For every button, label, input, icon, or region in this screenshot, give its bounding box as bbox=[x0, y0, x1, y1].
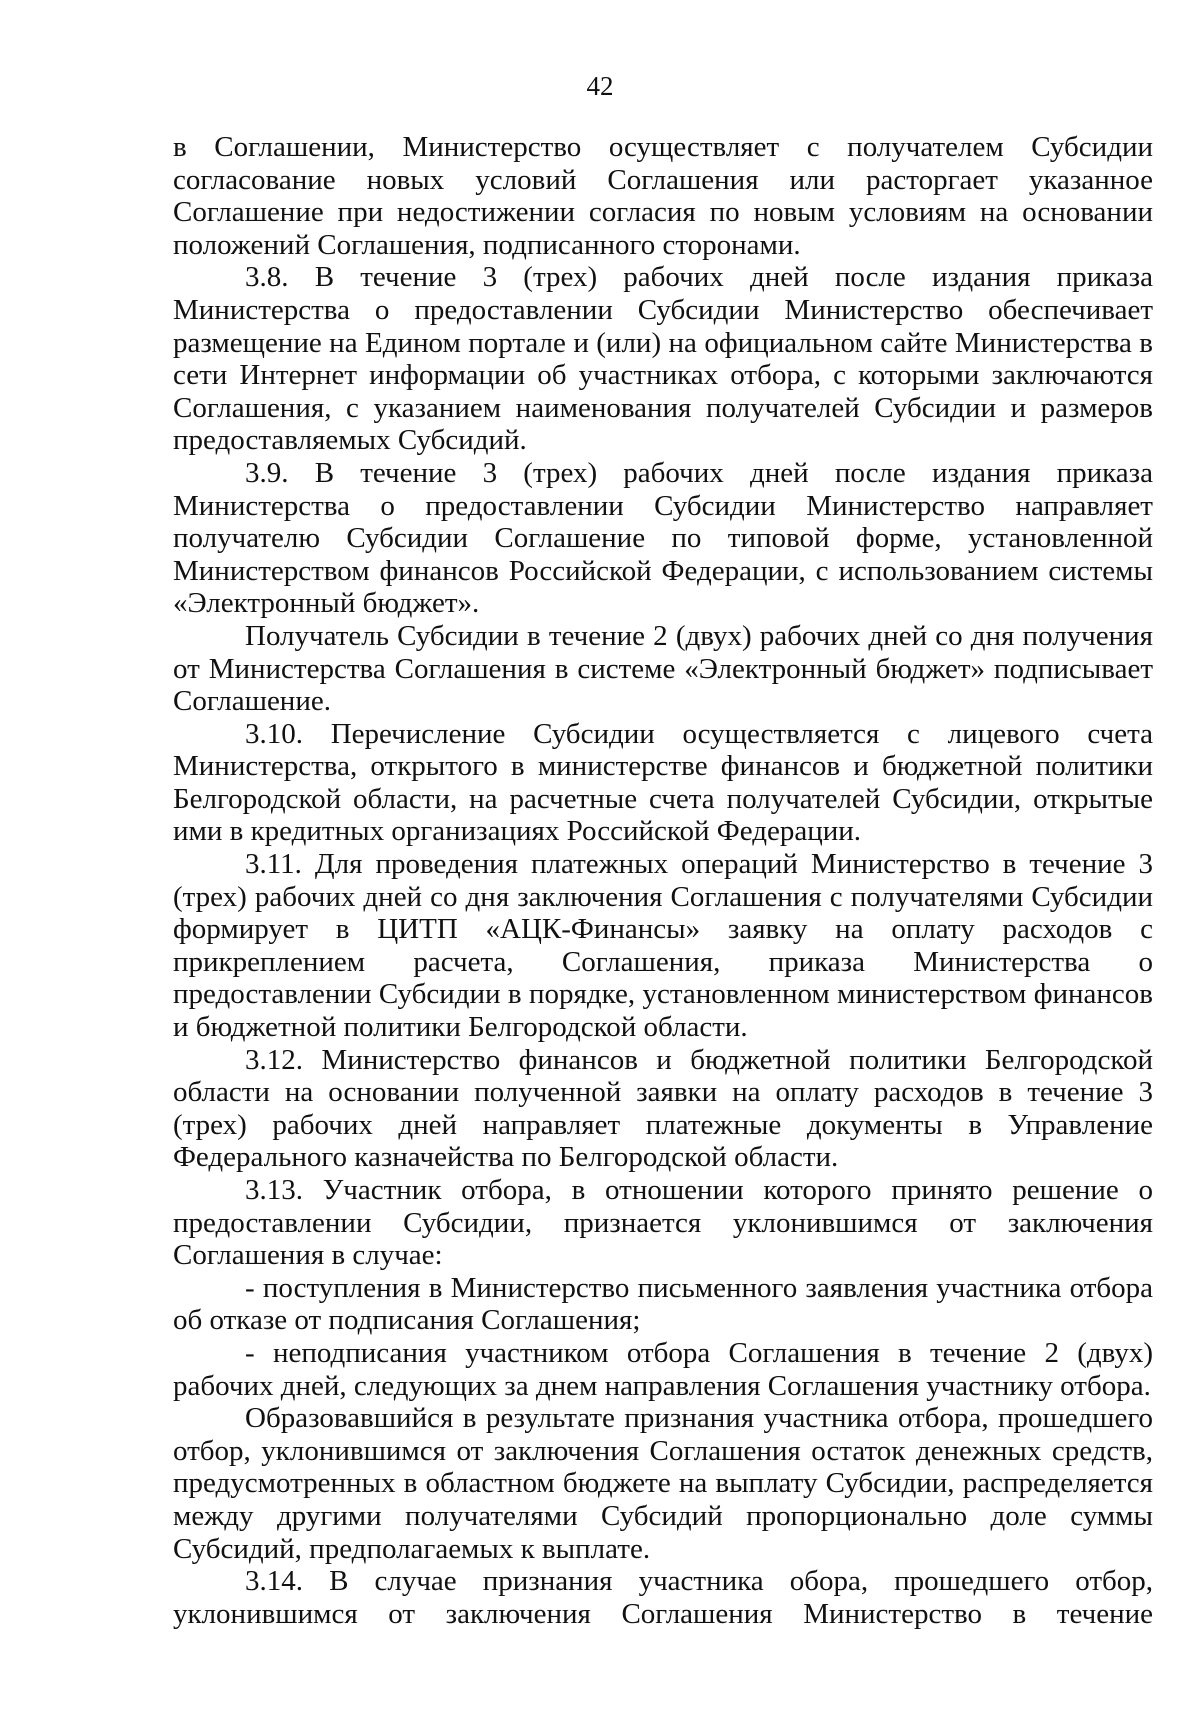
paragraph: 3.13. Участник отбора, в отношении которого принято решение о предоставлении Субсидии, признается уклонившимся от заключения Соглашения в случае: bbox=[173, 1174, 1153, 1272]
paragraph: 3.11. Для проведения платежных операций Министерство в течение 3 (трех) рабочих дней со дня заключения Соглашения с получателями Субсидии формирует в ЦИТП «АЦК-Финансы» заявку на оплату расходов с прикреплением расчета, Соглашения, приказа Министерства о предоставлении Субсидии в порядке, установленном министерством финансов и бюджетной политики Белгородской области. bbox=[173, 848, 1153, 1044]
paragraph: - поступления в Министерство письменного заявления участника отбора об отказе от подписания Соглашения; bbox=[173, 1271, 1153, 1337]
page-number: 42 bbox=[586, 71, 614, 101]
paragraph: 3.8. В течение 3 (трех) рабочих дней после издания приказа Министерства о предоставлении Субсидии Министерство обеспечивает размещение на Едином портале и (или) на официальном сайте Министерства в сети Интернет информации об участниках отбора, с которыми заключаются Соглашения, с указанием наименования получателей Субсидии и размеров предоставляемых Субсидий. bbox=[173, 261, 1153, 457]
paragraph: Получатель Субсидии в течение 2 (двух) рабочих дней со дня получения от Министерства Соглашения в системе «Электронный бюджет» подписывает Соглашение. bbox=[173, 619, 1153, 718]
paragraph: Образовавшийся в результате признания участника отбора, прошедшего отбор, уклонившимся от заключения Соглашения остаток денежных средств, предусмотренных в областном бюджете на выплату Субсидии, распределяется между другими получателями Субсидий пропорционально доле суммы Субсидий, предполагаемых к выплате. bbox=[173, 1402, 1153, 1565]
paragraph: - неподписания участником отбора Соглашения в течение 2 (двух) рабочих дней, следующих за днем направления Соглашения участнику отбора. bbox=[173, 1336, 1153, 1402]
paragraph: 3.9. В течение 3 (трех) рабочих дней после издания приказа Министерства о предоставлении Субсидии Министерство направляет получателю Субсидии Соглашение по типовой форме, установленной Министерством финансов Российской Федерации, с использованием системы «Электронный бюджет». bbox=[173, 456, 1153, 620]
paragraph: 3.12. Министерство финансов и бюджетной политики Белгородской области на основании полученной заявки на оплату расходов в течение 3 (трех) рабочих дней направляет платежные документы в Управление Федерального казначейства по Белгородской области. bbox=[173, 1043, 1153, 1174]
paragraph: 3.14. В случае признания участника обора, прошедшего отбор, уклонившимся от заключения Соглашения Министерство в течение bbox=[173, 1565, 1153, 1630]
document-body bbox=[173, 131, 1153, 1630]
paragraph: в Соглашении, Министерство осуществляет с получателем Субсидии согласование новых условий Соглашения или расторгает указанное Соглашение при недостижении согласия по новым условиям на основании положений Соглашения, подписанного сторонами. bbox=[173, 131, 1153, 261]
paragraph: 3.10. Перечисление Субсидии осуществляется с лицевого счета Министерства, открытого в министерстве финансов и бюджетной политики Белгородской области, на расчетные счета получателей Субсидии, открытые ими в кредитных организациях Российской Федерации. bbox=[173, 717, 1153, 848]
